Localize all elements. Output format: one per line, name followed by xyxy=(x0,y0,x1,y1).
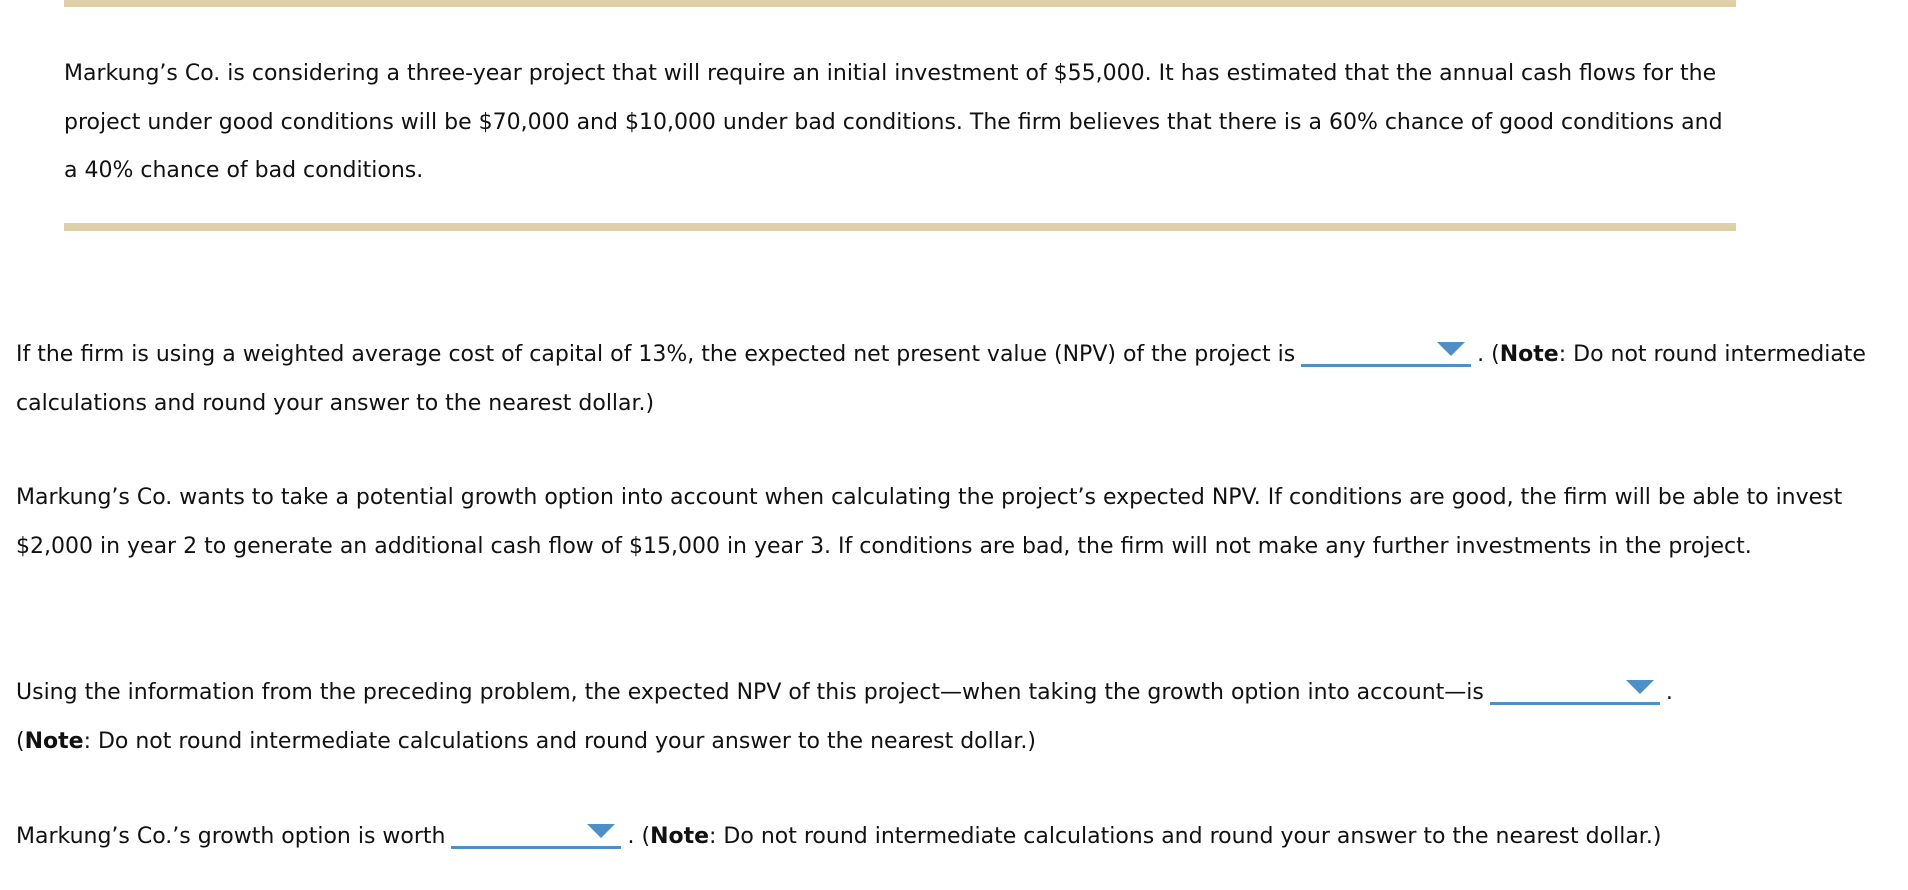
chevron-down-icon xyxy=(1626,680,1654,694)
note-label: Note xyxy=(1499,342,1559,367)
question-npv-growth xyxy=(16,666,1896,766)
scenario-text: Markung’s Co. is considering a three-year project that will require an initial investment of $55,000. It has estimated that the annual cash flows for the project under good conditions will be $70,000 and $10,000 under bad conditions. The firm believes that there is a 60% chance of good conditions and a 40% chance of bad conditions. xyxy=(64,61,1723,183)
question-npv-growth-after: . xyxy=(1665,680,1673,705)
option-value-answer-dropdown[interactable] xyxy=(451,816,621,849)
note-text: : Do not round intermediate calculations and round your answer to the nearest dollar.) xyxy=(709,824,1662,849)
note-label: Note xyxy=(24,728,84,754)
chevron-down-icon xyxy=(1437,342,1465,356)
question-option-value-text: Markung’s Co.’s growth option is worth xyxy=(16,824,446,849)
scenario-box xyxy=(64,0,1736,231)
open-paren: ( xyxy=(16,728,25,754)
question-npv-after: . ( xyxy=(1477,342,1500,367)
growth-option-description: Markung’s Co. wants to take a potential growth option into account when calculating the project’s expected NPV. If conditions are good, the firm will be able to invest $2,000 in year 2 to generate an additional cash flow of $15,000 in year 3. If conditions are bad, the firm will not make any further investments in the project. xyxy=(16,485,1843,559)
question-option-value-after: . ( xyxy=(627,824,651,849)
chevron-down-icon xyxy=(587,824,615,838)
npv-growth-answer-dropdown[interactable] xyxy=(1490,672,1660,705)
note-text: : Do not round intermediate calculations and round your answer to the nearest dollar.) xyxy=(83,728,1036,754)
note-label: Note xyxy=(650,824,710,849)
npv-answer-dropdown[interactable] xyxy=(1301,334,1471,367)
note-text: : Do not round intermediate calculations and round your answer to the nearest dollar.) xyxy=(16,342,1866,416)
question-npv-text: If the firm is using a weighted average cost of capital of 13%, the expected net present value (NPV) of the project is xyxy=(16,342,1296,367)
question-npv xyxy=(16,328,1896,428)
question-option-value xyxy=(16,810,1896,862)
question-npv-growth-text: Using the information from the preceding problem, the expected NPV of this project—when taking the growth option into account—is xyxy=(16,680,1484,705)
